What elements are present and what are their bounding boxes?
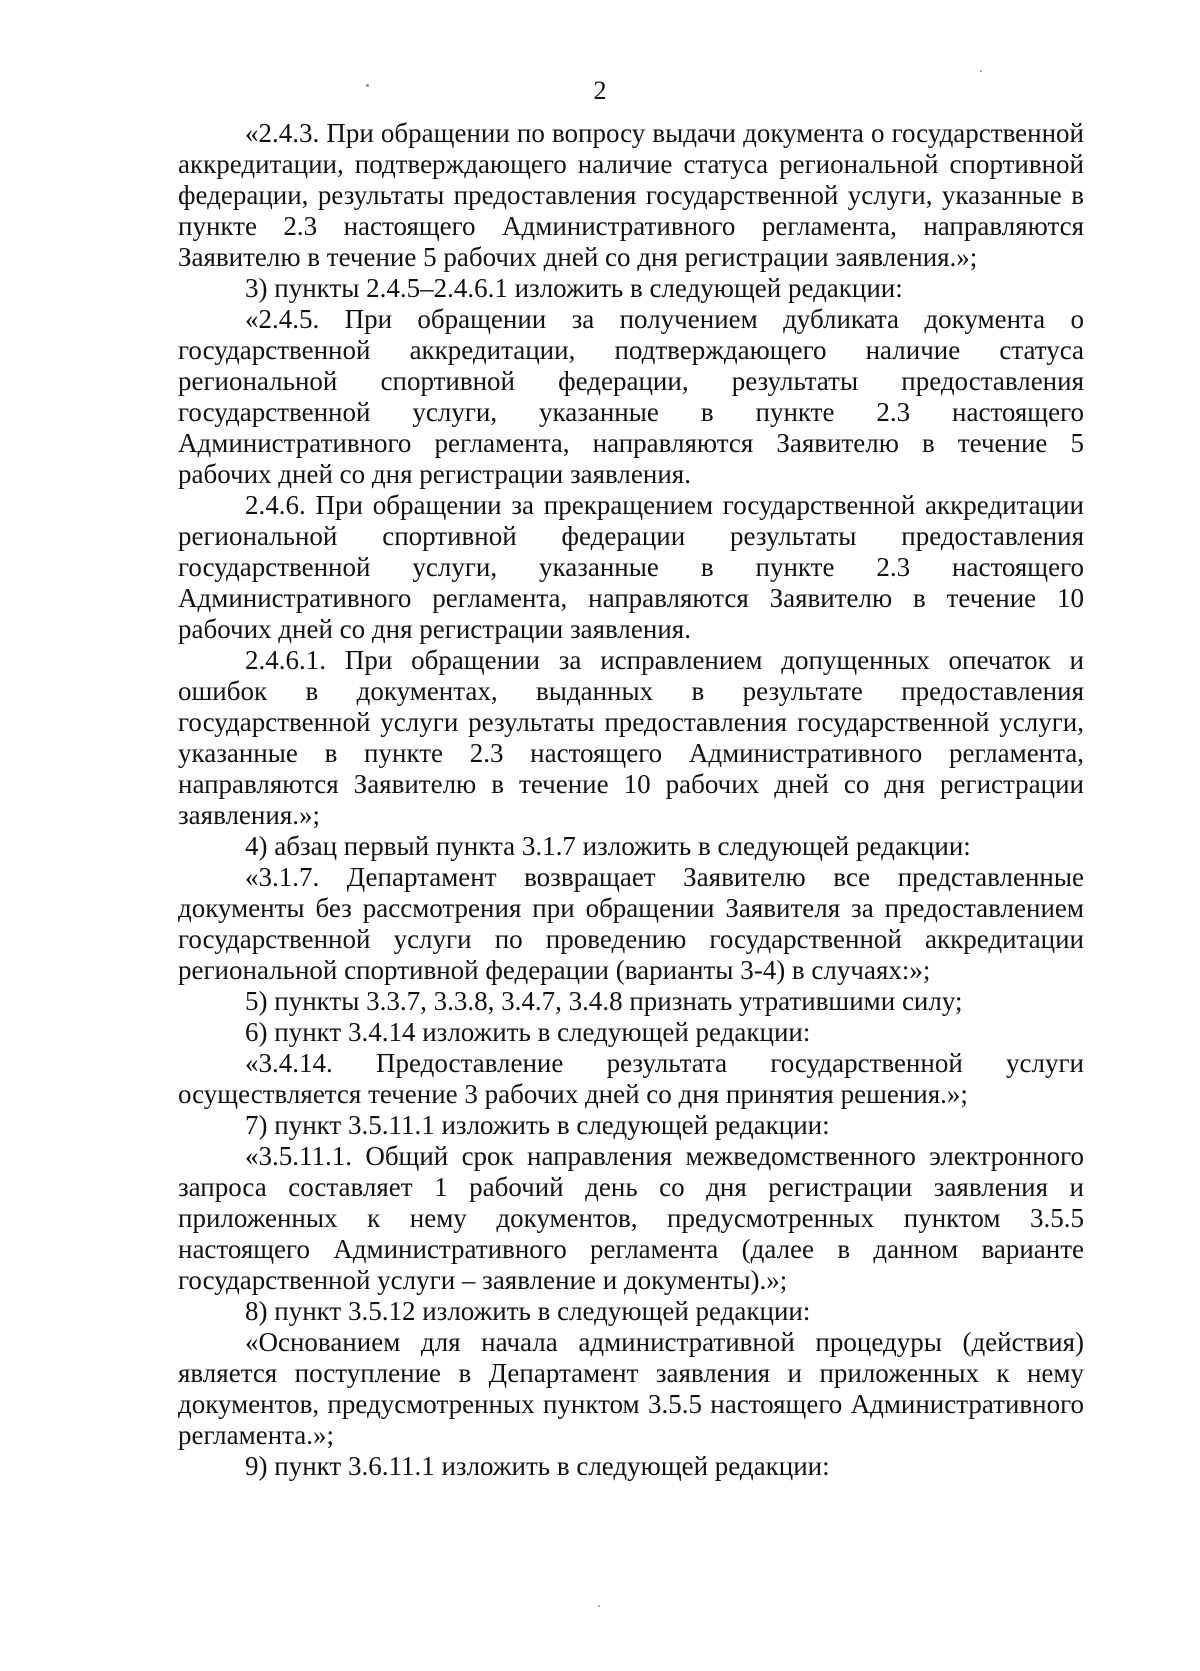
paragraph-3-1-7: «3.1.7. Департамент возвращает Заявителю все представленные документы без рассмотрения при обращении Заявителя за предоставлением государственной услуги по проведению государственной аккредитации региональной спортивной федерации (варианты 3-4) в случаях:»; [178,862,1084,985]
paragraph-item-7: 7) пункт 3.5.11.1 изложить в следующей редакции: [245,1110,830,1140]
paragraph-item-5: 5) пункты 3.3.7, 3.3.8, 3.4.7, 3.4.8 признать утратившими силу; [245,986,963,1016]
paragraph-2-4-3: «2.4.3. При обращении по вопросу выдачи документа о государственной аккредитации, подтверждающего наличие статуса региональной спортивной федерации, результаты предоставления государственной услуги, указанные в пункте 2.3 настоящего Административного регламента, направляются Заявителю в течение 5 рабочих дней со дня регистрации заявления.»; [178,118,1084,272]
scan-speck [980,70,982,72]
scan-speck [598,1605,600,1607]
paragraph-3-5-11-1: «3.5.11.1. Общий срок направления межведомственного электронного запроса составляет 1 рабочий день со дня регистрации заявления и приложенных к нему документов, предусмотренных пунктом 3.5.5 настоящего Административного регламента (далее в данном варианте государственной услуги – заявление и документы).»; [178,1141,1084,1295]
page-number: 2 [593,76,607,105]
paragraph-item-3: 3) пункты 2.4.5–2.4.6.1 изложить в следующей редакции: [245,273,903,303]
paragraph-2-4-5: «2.4.5. При обращении за получением дубликата документа о государственной аккредитации, подтверждающего наличие статуса региональной спортивной федерации, результаты предоставления государственной услуги, указанные в пункте 2.3 настоящего Административного регламента, направляются Заявителю в течение 5 рабочих дней со дня регистрации заявления. [178,304,1084,489]
paragraph-2-4-6-1: 2.4.6.1. При обращении за исправлением допущенных опечаток и ошибок в документах, выданных в результате предоставления государственной услуги результаты предоставления государственной услуги, указанные в пункте 2.3 настоящего Административного регламента, направляются Заявителю в течение 10 рабочих дней со дня регистрации заявления.»; [178,645,1084,830]
paragraph-item-4: 4) абзац первый пункта 3.1.7 изложить в следующей редакции: [245,831,971,861]
scan-speck [366,84,369,87]
paragraph-item-9: 9) пункт 3.6.11.1 изложить в следующей редакции: [245,1451,830,1481]
paragraph-item-6: 6) пункт 3.4.14 изложить в следующей редакции: [245,1017,811,1047]
paragraph-3-4-14: «3.4.14. Предоставление результата государственной услуги осуществляется течение 3 рабочих дней со дня принятия решения.»; [178,1048,1084,1109]
document-body [178,118,1084,1482]
paragraph-item-8: 8) пункт 3.5.12 изложить в следующей редакции: [245,1296,811,1326]
paragraph-2-4-6: 2.4.6. При обращении за прекращением государственной аккредитации региональной спортивной федерации результаты предоставления государственной услуги, указанные в пункте 2.3 настоящего Административного регламента, направляются Заявителю в течение 10 рабочих дней со дня регистрации заявления. [178,490,1084,644]
paragraph-3-5-12: «Основанием для начала административной процедуры (действия) является поступление в Департамент заявления и приложенных к нему документов, предусмотренных пунктом 3.5.5 настоящего Административного регламента.»; [178,1327,1084,1450]
